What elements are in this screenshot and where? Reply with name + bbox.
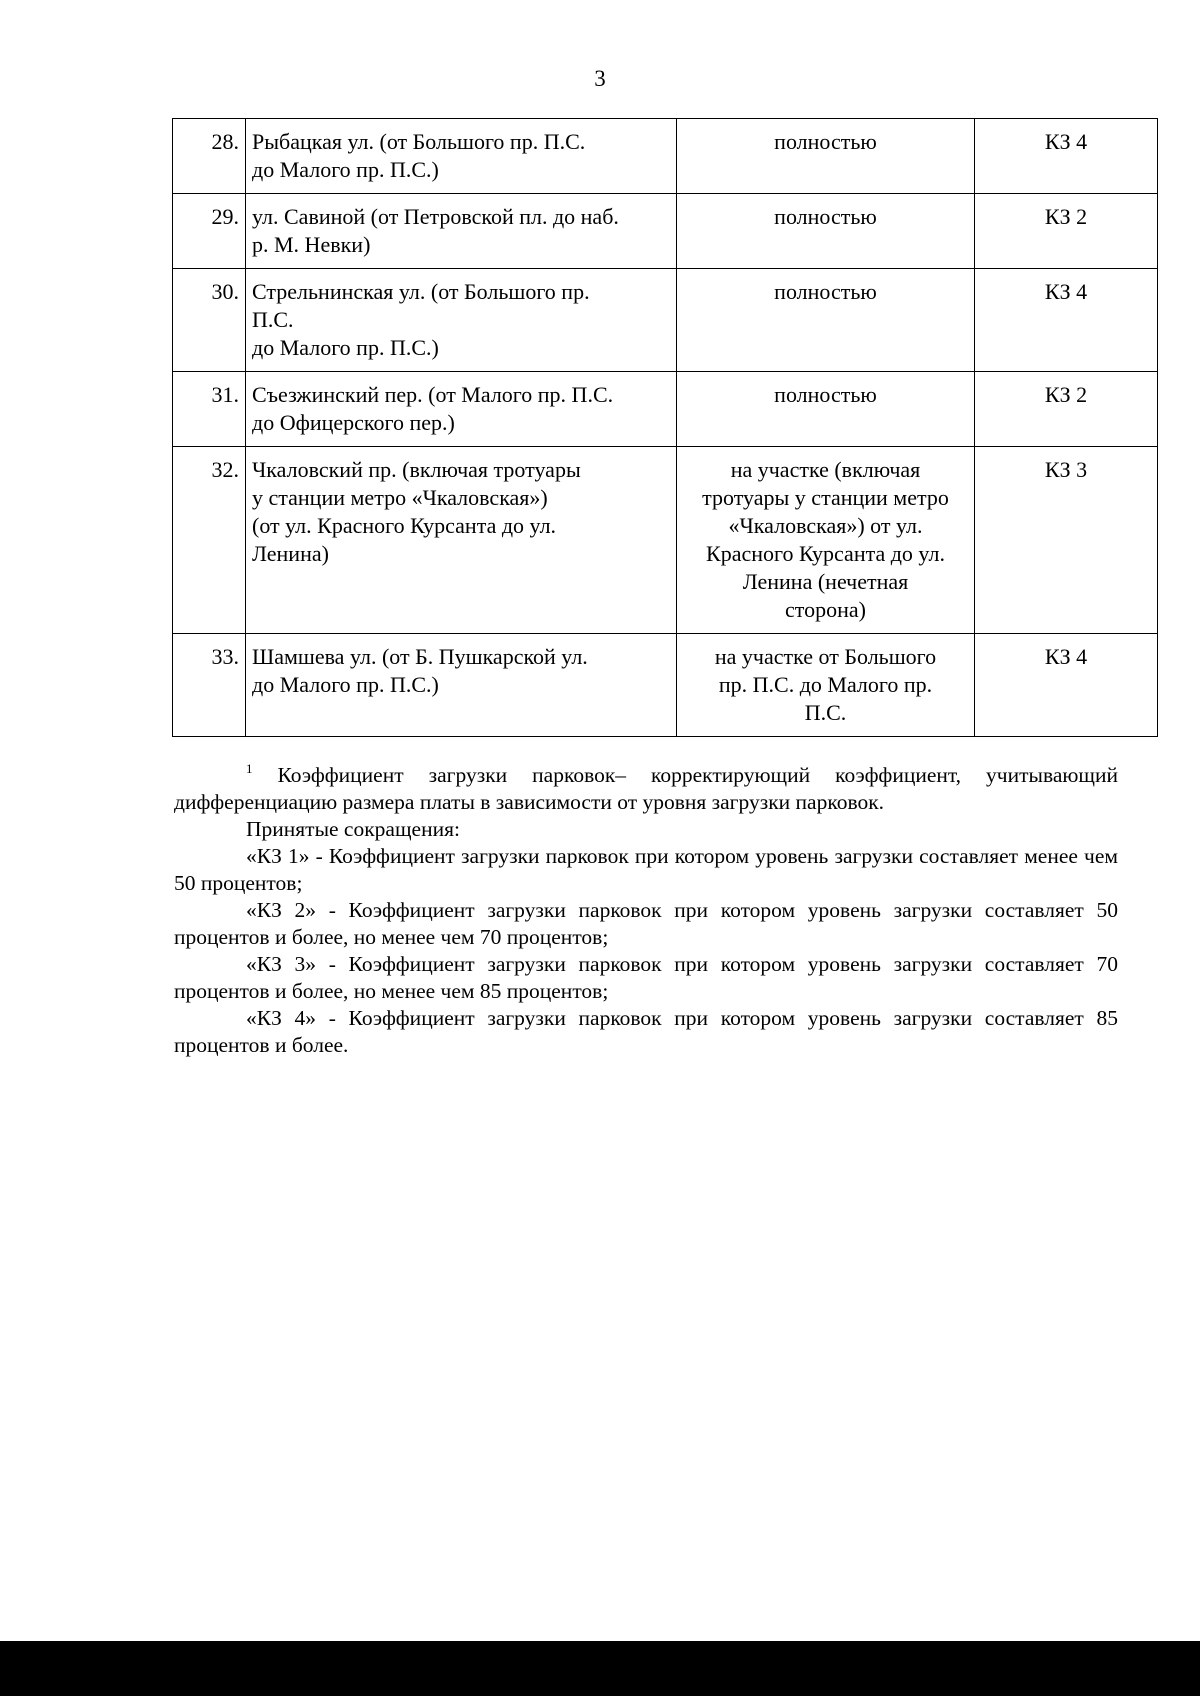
street-cell [246,372,677,447]
street-line: Стрельнинская ул. (от Большого пр. [252,279,590,304]
footnote-marker: 1 [246,761,253,776]
abbreviation-item: «КЗ 2» - Коэффициент загрузки парковок при котором уровень загрузки составляет 50 процентов и более, но менее чем 70 процентов; [174,898,1118,949]
street-cell [246,269,677,372]
footnotes [174,762,1118,1059]
coefficient-cell: КЗ 2 [975,194,1158,269]
page-number: 3 [594,66,606,91]
street-line: у станции метро «Чкаловская») [252,485,548,510]
extent-line: тротуары у станции метро [702,485,949,510]
street-line: р. М. Невки) [252,232,371,257]
row-number: 30. [173,269,246,372]
extent-line: полностью [774,279,877,304]
abbreviation-item: «КЗ 3» - Коэффициент загрузки парковок при котором уровень загрузки составляет 70 процентов и более, но менее чем 85 процентов; [174,952,1118,1003]
row-number: 33. [173,634,246,737]
coefficient-cell: КЗ 3 [975,447,1158,634]
table-row [173,634,1158,737]
street-cell [246,447,677,634]
street-line: П.С. [252,307,294,332]
coefficient-cell: КЗ 4 [975,119,1158,194]
coefficient-cell: КЗ 4 [975,634,1158,737]
footnote-definition [174,762,1118,816]
extent-line: пр. П.С. до Малого пр. [718,672,933,697]
extent-cell [677,269,975,372]
street-line: ул. Савиной (от Петровской пл. до наб. [252,204,619,229]
abbreviations-heading: Принятые сокращения: [246,817,460,841]
table-row [173,372,1158,447]
extent-line: на участке от Большого [714,644,937,669]
table-row [173,269,1158,372]
street-line: до Малого пр. П.С.) [252,335,439,360]
streets-table [172,118,1158,737]
abbreviation-item: «КЗ 1» - Коэффициент загрузки парковок при котором уровень загрузки составляет менее чем 50 процентов; [174,844,1118,895]
extent-line: сторона) [785,597,866,622]
extent-line: полностью [774,382,877,407]
street-cell [246,194,677,269]
row-number: 32. [173,447,246,634]
street-line: до Малого пр. П.С.) [252,672,439,697]
extent-cell [677,447,975,634]
street-line: (от ул. Красного Курсанта до ул. [252,513,557,538]
street-line: Чкаловский пр. (включая тротуары [252,457,581,482]
row-number: 28. [173,119,246,194]
row-number: 31. [173,372,246,447]
extent-cell [677,634,975,737]
extent-line: полностью [774,129,877,154]
extent-line: «Чкаловская») от ул. [728,513,923,538]
street-line: Рыбацкая ул. (от Большого пр. П.С. [252,129,586,154]
table-row [173,119,1158,194]
extent-line: на участке (включая [730,457,921,482]
extent-cell [677,372,975,447]
extent-cell [677,194,975,269]
extent-cell [677,119,975,194]
table-row [173,194,1158,269]
footnote-text: Коэффициент загрузки парковок– корректирующий коэффициент, учитывающий дифференциацию размера платы в зависимости от уровня загрузки парковок. [174,763,1119,814]
street-cell [246,119,677,194]
extent-line: полностью [774,204,877,229]
street-line: Съезжинский пер. (от Малого пр. П.С. [252,382,614,407]
abbreviation-item: «КЗ 4» - Коэффициент загрузки парковок при котором уровень загрузки составляет 85 процентов и более. [174,1006,1118,1057]
street-line: до Офицерского пер.) [252,410,455,435]
street-line: до Малого пр. П.С.) [252,157,439,182]
coefficient-cell: КЗ 4 [975,269,1158,372]
scan-bottom-border [0,1641,1200,1696]
row-number: 29. [173,194,246,269]
extent-line: П.С. [804,700,847,725]
table-row [173,447,1158,634]
street-line: Ленина) [252,541,329,566]
extent-line: Ленина (нечетная [742,569,909,594]
extent-line: Красного Курсанта до ул. [706,541,945,566]
coefficient-cell: КЗ 2 [975,372,1158,447]
street-line: Шамшева ул. (от Б. Пушкарской ул. [252,644,588,669]
street-cell [246,634,677,737]
